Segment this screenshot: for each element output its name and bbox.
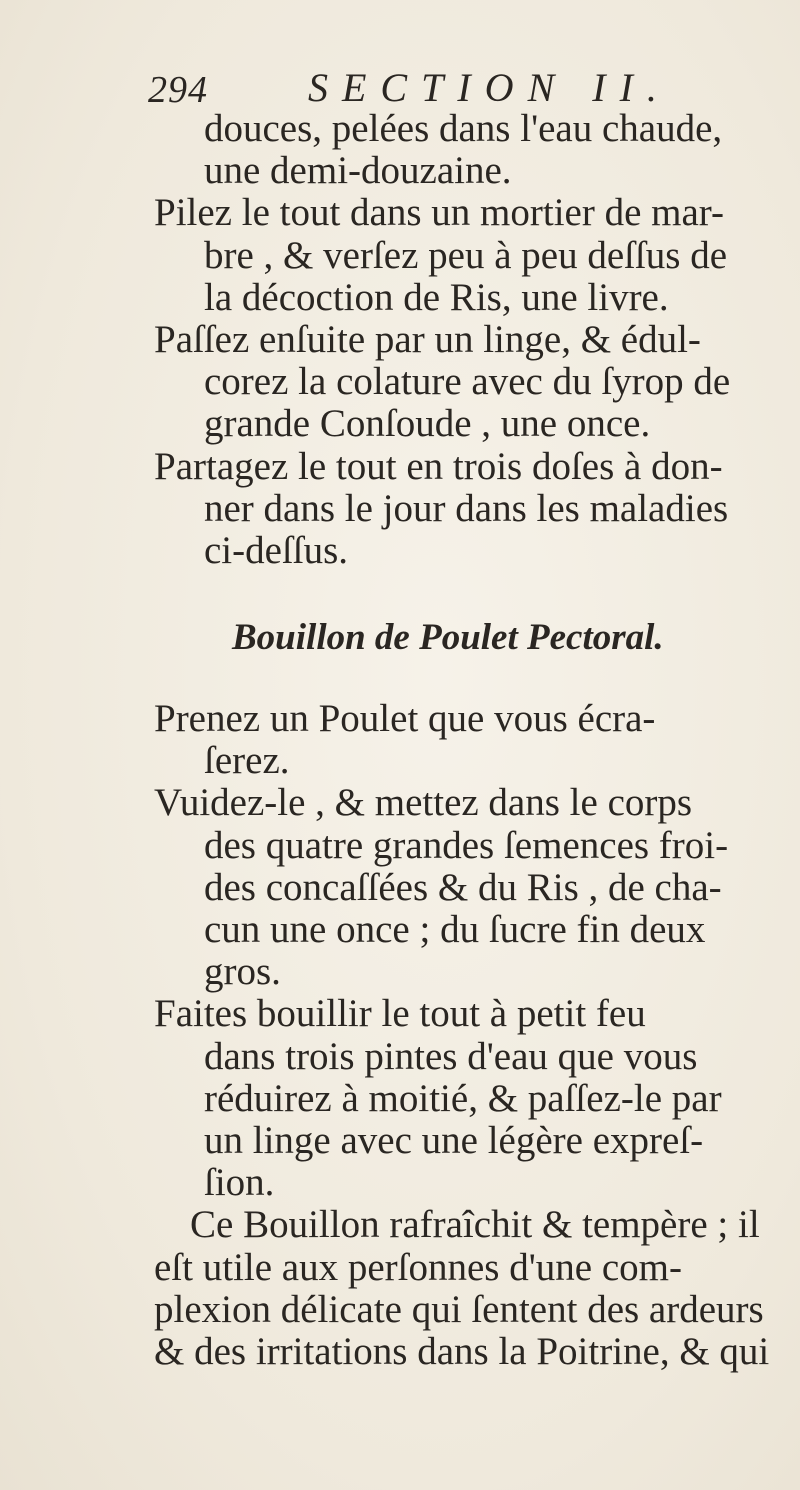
text-line: grande Conſoude , une once. (204, 402, 651, 446)
text-line: douces, pelées dans l'eau chaude, (204, 107, 723, 150)
text-line: des quatre grandes ſemences froi- (204, 823, 729, 867)
text-line: Vuidez-le , & mettez dans le corps (154, 781, 693, 825)
text-line: dans trois pintes d'eau que vous (204, 1034, 698, 1078)
paragraph (154, 191, 790, 319)
running-head: SECTION II. (308, 65, 671, 110)
paragraph (154, 697, 790, 783)
text-line: & des irritations dans la Poitrine, & qui (154, 1329, 770, 1373)
text-line: eſt utile aux perſonnes d'une com- (154, 1245, 682, 1289)
text-line: ner dans le jour dans les maladies (204, 486, 729, 530)
paragraph (154, 317, 790, 446)
text-line: corez la colature avec du ſyrop de (204, 360, 731, 404)
page-number: 294 (148, 69, 208, 111)
text-line: Ce Bouillon rafraîchit & tempère ; il (190, 1203, 760, 1247)
text-line: réduirez à moitié, & paſſez-le par (204, 1076, 722, 1120)
text-line: Pilez le tout dans un mortier de mar- (154, 191, 724, 235)
paragraph (190, 108, 790, 192)
text-line: la décoction de Ris, une livre. (204, 275, 669, 319)
text-line: gros. (204, 950, 281, 994)
body-text (154, 107, 790, 1373)
recipe-title: Bouillon de Poulet Pectoral. (232, 617, 664, 659)
text-line: bre , & verſez peu à peu deſſus de (204, 233, 728, 277)
paragraph (154, 781, 790, 994)
text-line: ci-deſſus. (204, 528, 349, 572)
text-line: Partagez le tout en trois doſes à don- (154, 444, 723, 488)
text-line: Paſſez enſuite par un linge, & édul- (154, 317, 701, 361)
text-line: cun une once ; du ſucre fin deux (204, 908, 706, 951)
paragraph (154, 992, 790, 1205)
text-line: une demi-douzaine. (204, 149, 512, 193)
text-line: des concaſſées & du Ris , de cha- (204, 865, 722, 909)
paragraph (154, 1203, 790, 1373)
text-line: plexion délicate qui ſentent des ardeurs (154, 1287, 764, 1331)
text-line: un linge avec une légère expreſ- (204, 1118, 704, 1162)
paragraph (154, 444, 790, 573)
text-line: ſerez. (204, 739, 290, 783)
text-line: Prenez un Poulet que vous écra- (154, 697, 656, 741)
text-line: ſion. (204, 1161, 275, 1205)
text-line: Faites bouillir le tout à petit feu (154, 992, 646, 1036)
